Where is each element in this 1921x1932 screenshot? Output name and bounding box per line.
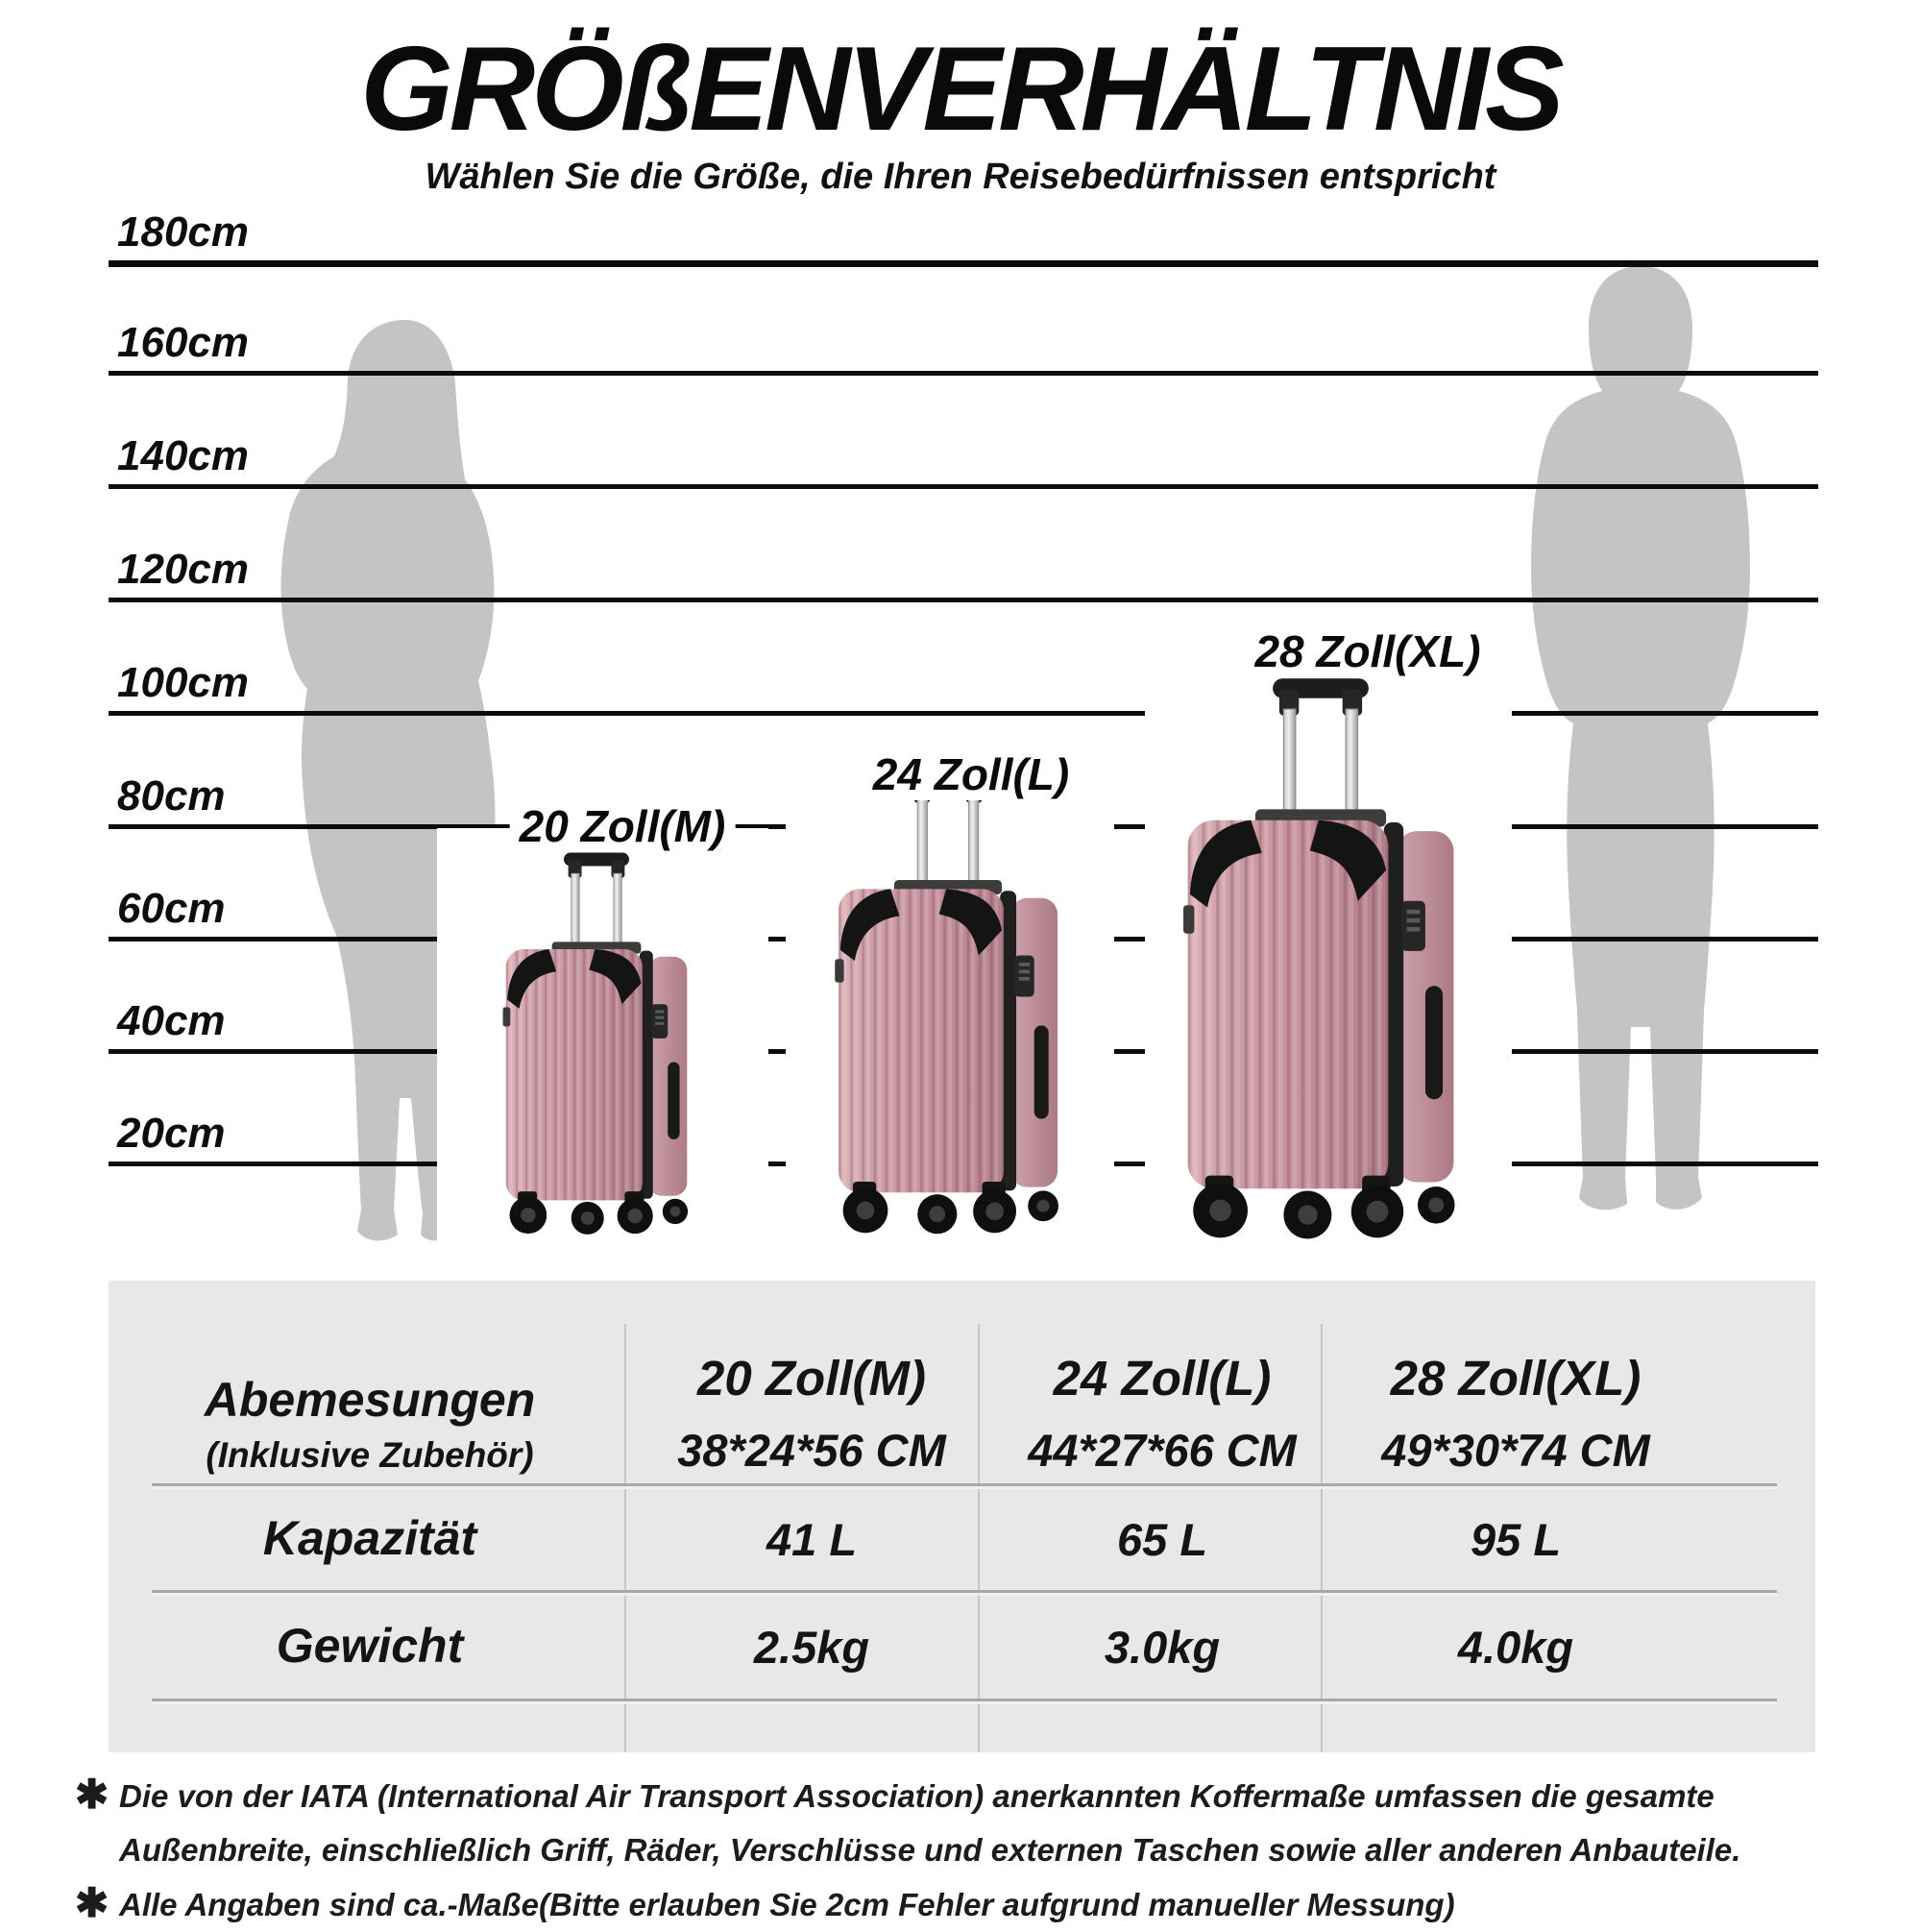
table-capacity-l: 65 L xyxy=(1116,1514,1208,1565)
suitcase-l-image xyxy=(813,770,1083,1237)
asterisk-icon: ✱ xyxy=(75,1772,109,1817)
scale-label-140cm: 140cm xyxy=(117,432,250,479)
table-header-subtitle: (Inklusive Zubehör) xyxy=(206,1435,534,1475)
table-column-l-name: 24 Zoll(L) xyxy=(1053,1351,1272,1406)
scale-label-160cm: 160cm xyxy=(117,319,250,366)
table-divider-horizontal-3 xyxy=(152,1699,1777,1701)
footnote-iata xyxy=(75,1770,1852,1877)
scale-label-100cm: 100cm xyxy=(117,659,250,706)
table-column-m-name: 20 Zoll(M) xyxy=(697,1351,926,1406)
table-divider-vertical-1 xyxy=(624,1324,626,1752)
table-divider-vertical-3 xyxy=(1321,1324,1323,1752)
footnote-measure xyxy=(75,1878,1852,1932)
suitcase-l-label: 24 Zoll(L) xyxy=(863,748,1079,800)
table-capacity-xl: 95 L xyxy=(1470,1514,1562,1565)
table-row-capacity-label: Kapazität xyxy=(262,1511,477,1565)
table-weight-l: 3.0kg xyxy=(1104,1622,1221,1673)
table-column-l-dimensions: 44*27*66 CM xyxy=(1028,1425,1297,1476)
table-divider-vertical-2 xyxy=(978,1324,980,1752)
scale-line-140cm xyxy=(109,484,1818,489)
asterisk-icon: ✱ xyxy=(75,1880,109,1925)
scale-label-40cm: 40cm xyxy=(117,997,226,1044)
scale-label-80cm: 80cm xyxy=(117,772,226,819)
scale-label-60cm: 60cm xyxy=(117,885,226,932)
suitcase-m-label: 20 Zoll(M) xyxy=(510,800,736,852)
scale-line-100cm xyxy=(109,711,1818,716)
footnote-measure-text: Alle Angaben sind ca.-Maße(Bitte erlauben Sie 2cm Fehler aufgrund manueller Messung) xyxy=(119,1887,1455,1922)
table-header-title: Abemesungen xyxy=(204,1373,536,1427)
table-capacity-m: 41 L xyxy=(766,1514,858,1565)
scale-label-180cm: 180cm xyxy=(117,208,250,256)
table-column-xl-name: 28 Zoll(XL) xyxy=(1390,1351,1641,1406)
page-subtitle: Wählen Sie die Größe, die Ihren Reisebedürfnissen entspricht xyxy=(425,157,1496,197)
table-divider-horizontal-2 xyxy=(152,1590,1777,1593)
suitcase-m-image xyxy=(482,851,711,1237)
footnote-iata-text: Die von der IATA (International Air Transport Association) anerkannten Koffermaße umfassen die gesamte Außenbreite, einschließlich Griff, Räder, Verschlüsse und externen Taschen sowie aller anderen Anbauteile. xyxy=(119,1778,1741,1868)
scale-line-160cm xyxy=(109,371,1818,376)
table-divider-horizontal-1 xyxy=(152,1483,1777,1486)
suitcase-xl-label: 28 Zoll(XL) xyxy=(1245,625,1490,677)
scale-label-120cm: 120cm xyxy=(117,546,250,593)
suitcase-xl-image xyxy=(1168,676,1473,1243)
scale-label-20cm: 20cm xyxy=(117,1110,226,1157)
table-column-xl-dimensions: 49*30*74 CM xyxy=(1381,1425,1650,1476)
page-title: GRÖßENVERHÄLTNIS xyxy=(360,23,1561,156)
table-row-weight-label: Gewicht xyxy=(276,1619,464,1673)
table-weight-m: 2.5kg xyxy=(753,1622,870,1673)
table-weight-xl: 4.0kg xyxy=(1457,1622,1574,1673)
table-column-m-dimensions: 38*24*56 CM xyxy=(677,1425,946,1476)
man-silhouette xyxy=(1520,262,1762,1244)
scale-line-120cm xyxy=(109,598,1818,602)
scale-line-180cm xyxy=(109,260,1818,267)
